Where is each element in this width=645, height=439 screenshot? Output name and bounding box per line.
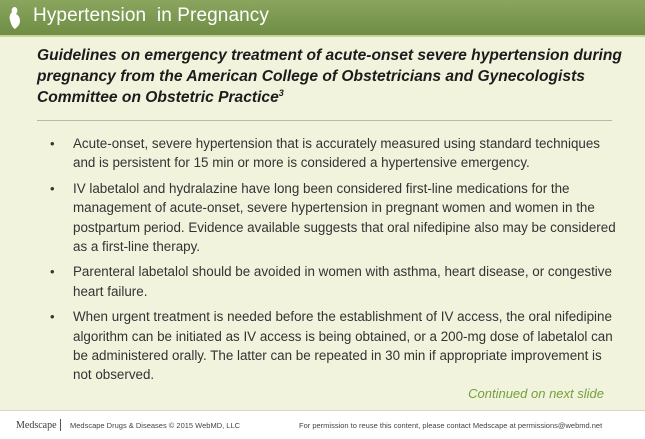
bullet-list [46,134,621,391]
bullet-icon: • [50,309,55,325]
header-bar [0,0,645,37]
header-title: Hypertension in Pregnancy [33,5,270,26]
slide-heading [37,45,627,108]
bullet-text: IV labetalol and hydralazine have long been considered first-line medications for the management of acute-onset, severe hypertension in pregnant women and women in the postpartum period. Evidence available suggests that oral nifedipine also may be considered as a first-line therapy. [73,180,616,255]
slide-heading-text: Guidelines on emergency treatment of acute-onset severe hypertension during pregnancy from the American College of Obstetricians and Gynecologists Committee on Obstetric Practice [37,47,622,106]
bullet-text: Parenteral labetalol should be avoided in women with asthma, heart disease, or congestive heart failure. [73,264,612,299]
footer-permission: For permission to reuse this content, please contact Medscape at permissions@webmd.net [299,421,603,430]
heading-divider [37,120,612,121]
list-item [46,307,621,385]
pregnancy-icon [7,6,23,30]
heading-reference: 3 [278,87,284,98]
list-item [46,262,621,301]
medscape-logo: Medscape [16,420,57,431]
bullet-icon: • [50,136,55,151]
footer [0,410,645,439]
footer-copyright: Medscape Drugs & Diseases © 2015 WebMD, LLC [70,421,241,430]
bullet-text: When urgent treatment is needed before the establishment of IV access, the oral nifedipine algorithm can be initiated as IV access is being obtained, or a 200-mg dose of labetalol can be administered orally. The latter can be repeated in 30 min if appropriate improvement is not observed. [73,309,613,383]
bullet-text: Acute-onset, severe hypertension that is accurately measured using standard techniques and is persistent for 15 min or more is considered a hypertensive emergency. [73,136,601,171]
bullet-icon: • [50,180,55,196]
list-item [46,179,621,257]
list-item [46,134,621,173]
continued-label: Continued on next slide [468,386,604,401]
bullet-icon: • [50,264,55,280]
footer-divider [60,419,61,431]
